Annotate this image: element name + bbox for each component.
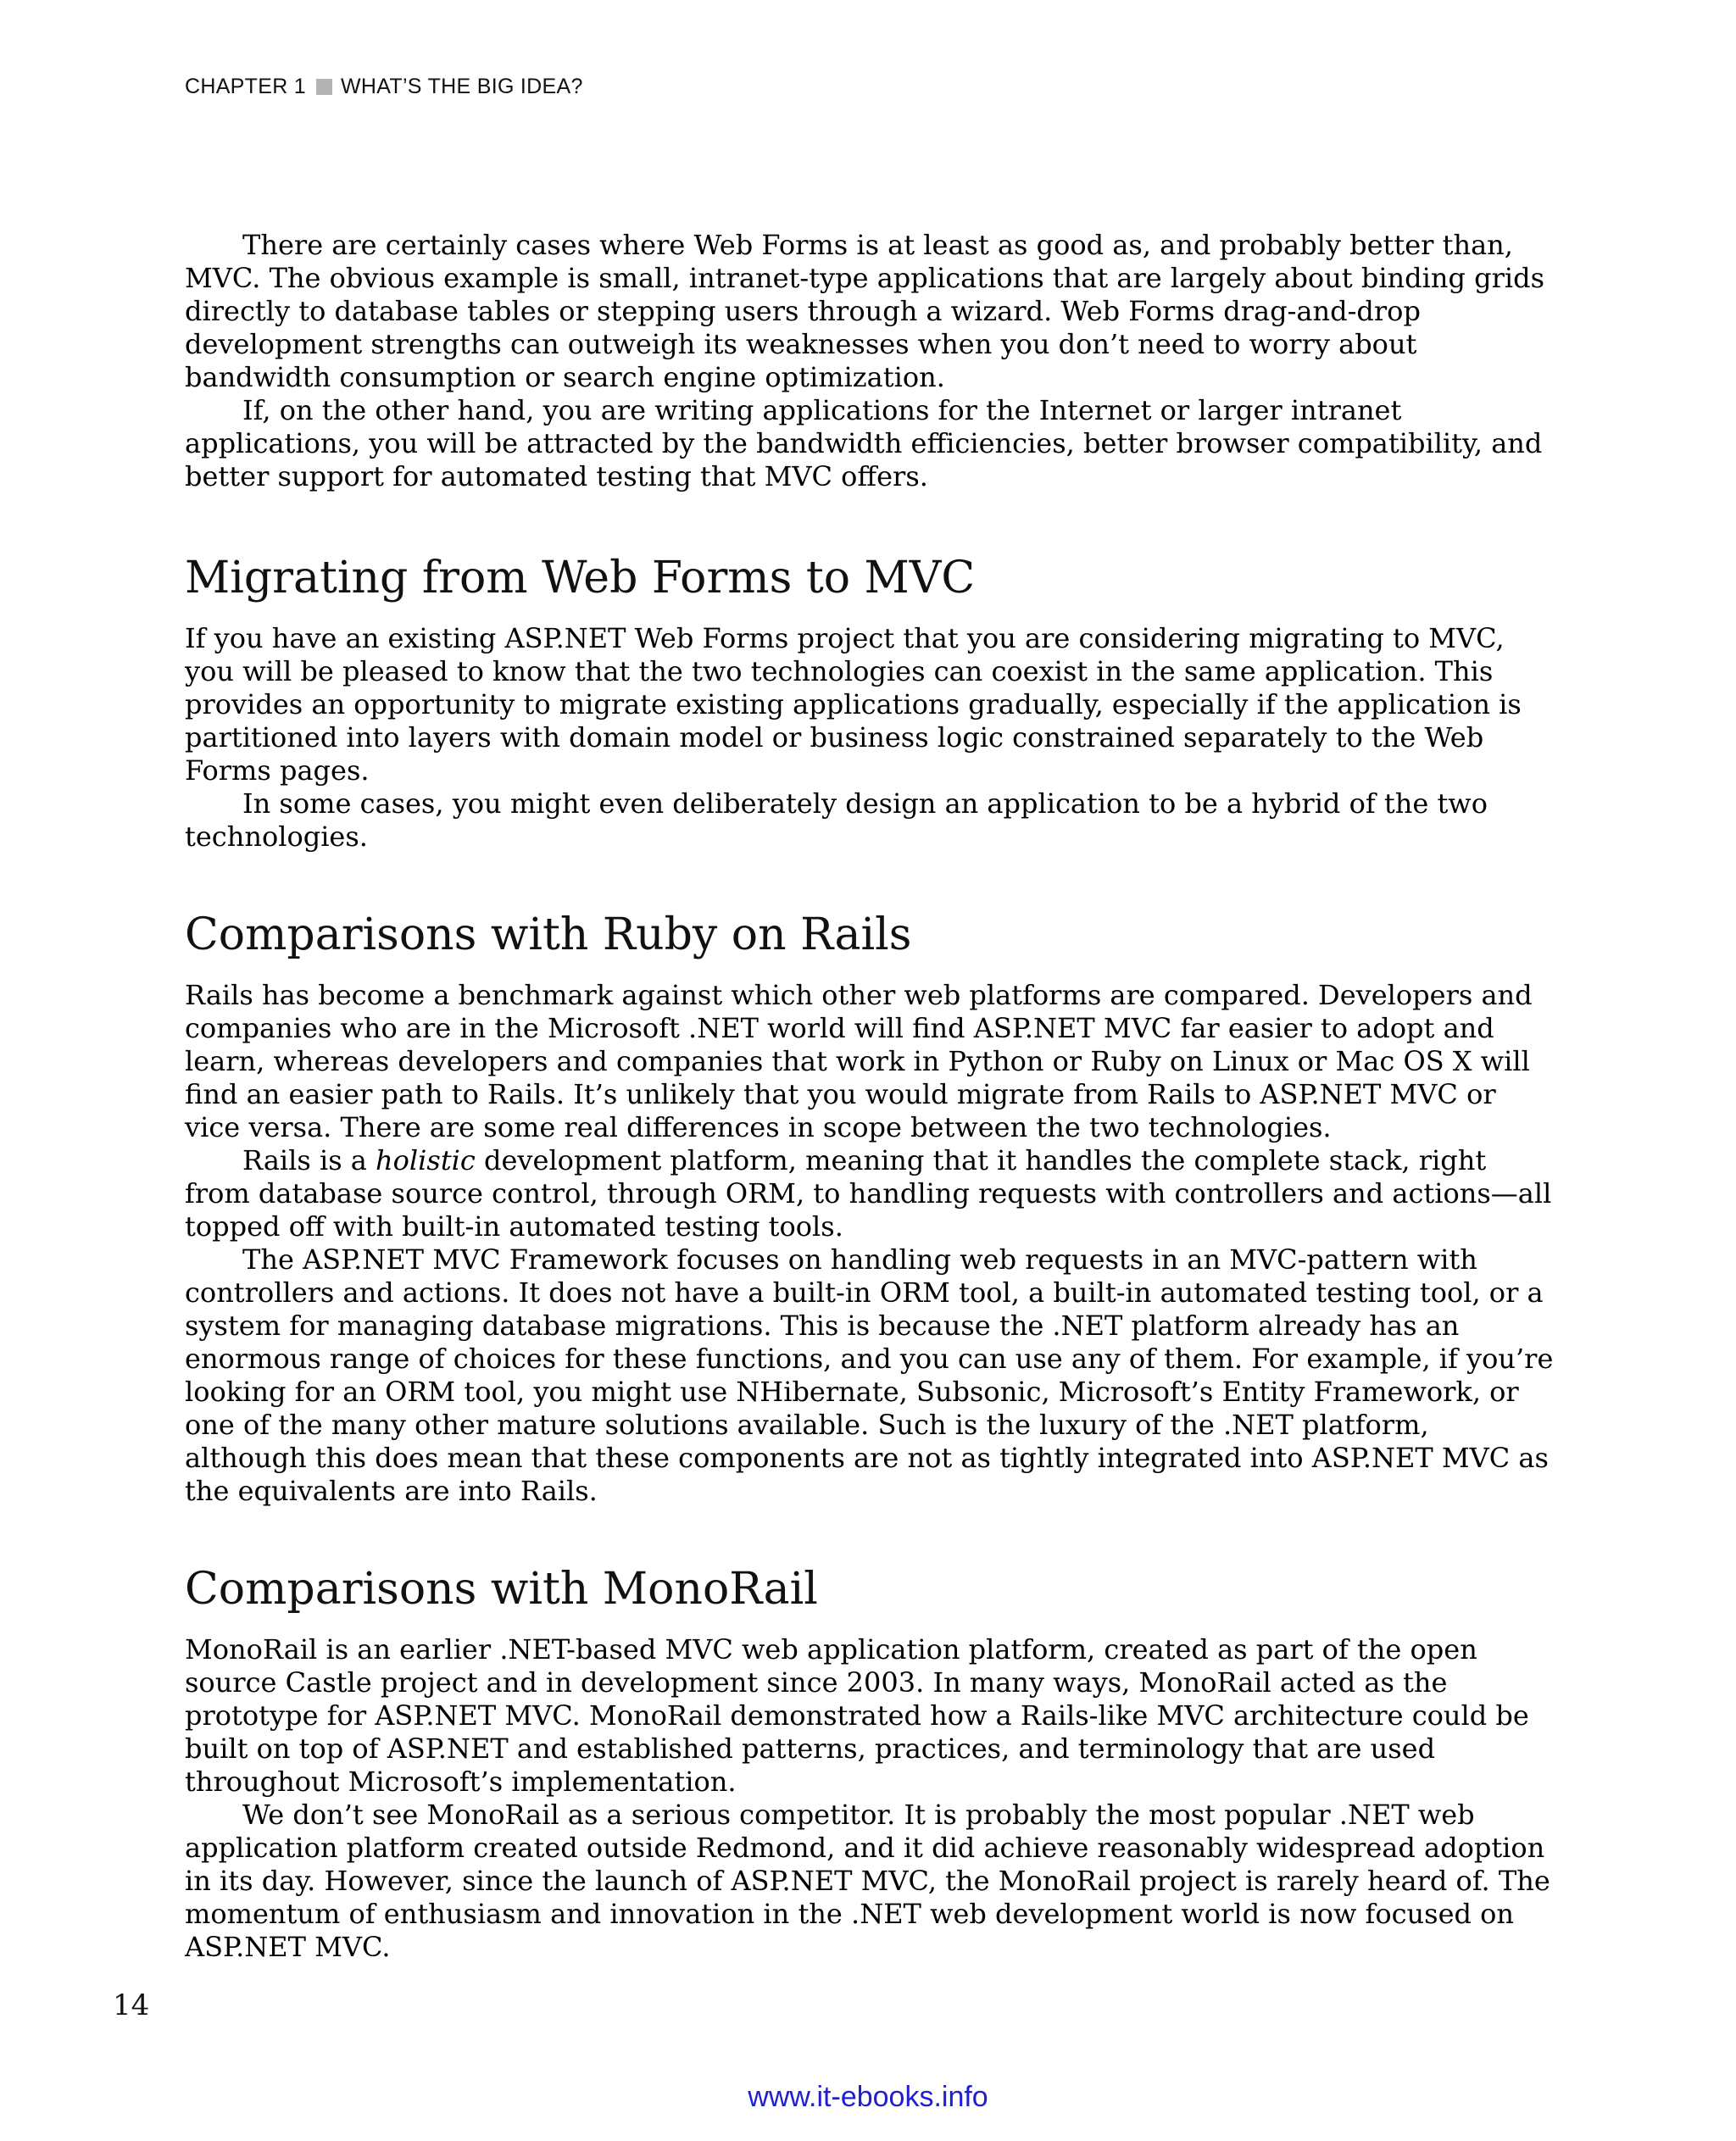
monorail-paragraph-1: MonoRail is an earlier .NET-based MVC web application platform, created as part of the open source Castle project and in development since 2003. In many ways, MonoRail acted as the prototype for ASP.NET MVC. MonoRail demonstrated how a Rails-like MVC architecture could be built on top of ASP.NET and established patterns, practices, and terminology that are used throughout Microsoft’s implementation. [185,1633,1529,1798]
monorail-paragraph-2: We don’t see MonoRail as a serious competitor. It is probably the most popular .NET web application platform created outside Redmond, and it did achieve reasonably widespread adoption in its day. However, since the launch of ASP.NET MVC, the MonoRail project is rarely heard of. The momentum of enthusiasm and innovation in the .NET web development world is now focused on ASP.NET MVC. [185,1799,1550,1963]
page-number: 14 [113,1988,150,2022]
rails-paragraph-1: Rails has become a benchmark against which other web platforms are compared. Developers and companies who are in the Microsoft .NET world will find ASP.NET MVC far easier to adopt and learn, whereas developers and companies that work in Python or Ruby on Linux or Mac OS X will find an easier path to Rails. It’s unlikely that you would migrate from Rails to ASP.NET MVC or vice versa. There are some real differences in scope between the two technologies. [185,979,1533,1143]
running-header [185,75,583,99]
header-separator-square-icon [316,79,332,95]
heading-migrating: Migrating from Web Forms to MVC [185,553,976,603]
rails-p2-start: Rails is a [242,1144,376,1176]
rails-paragraph-2 [185,1144,1558,1243]
heading-rails: Comparisons with Ruby on Rails [185,909,912,960]
chapter-title: WHAT’S THE BIG IDEA? [341,75,583,98]
footer-link[interactable]: www.it-ebooks.info [748,2081,988,2113]
migrating-paragraph-1: If you have an existing ASP.NET Web Forms project that you are considering migrating to MVC, you will be pleased to know that the two technologies can coexist in the same application. This provides an opportunity to migrate existing applications gradually, especially if the application is partitioned into layers with domain model or business logic constrained separately to the Web Forms pages. [185,622,1522,787]
migrating-paragraph-2: In some cases, you might even deliberately design an application to be a hybrid of the two technologies. [185,787,1488,853]
rails-p2-emphasis: holistic [376,1144,476,1176]
chapter-label: CHAPTER 1 [185,75,307,98]
intro-paragraph-2: If, on the other hand, you are writing applications for the Internet or larger intranet applications, you will be attracted by the bandwidth efficiencies, better browser compatibility, and better support for automated testing that MVC offers. [185,394,1543,492]
heading-monorail: Comparisons with MonoRail [185,1564,818,1615]
rails-paragraph-3: The ASP.NET MVC Framework focuses on handling web requests in an MVC-pattern with controllers and actions. It does not have a built-in ORM tool, a built-in automated testing tool, or a system for managing database migrations. This is because the .NET platform already has an enormous range of choices for these functions, and you can use any of them. For example, if you’re looking for an ORM tool, you might use NHibernate, Subsonic, Microsoft’s Entity Framework, or one of the many other mature solutions available. Such is the luxury of the .NET platform, although this does mean that these components are not as tightly integrated into ASP.NET MVC as the equivalents are into Rails. [185,1243,1554,1507]
page-content [185,229,1558,1964]
rails-p2-end: development platform, meaning that it handles the complete stack, right from database source control, through ORM, to handling requests with controllers and actions—all topped off with built-in automated testing tools. [185,1144,1552,1243]
intro-paragraph-1: There are certainly cases where Web Forms is at least as good as, and probably better than, MVC. The obvious example is small, intranet-type applications that are largely about binding grids directly to database tables or stepping users through a wizard. Web Forms drag-and-drop development strengths can outweigh its weaknesses when you don’t need to worry about bandwidth consumption or search engine optimization. [185,229,1545,393]
